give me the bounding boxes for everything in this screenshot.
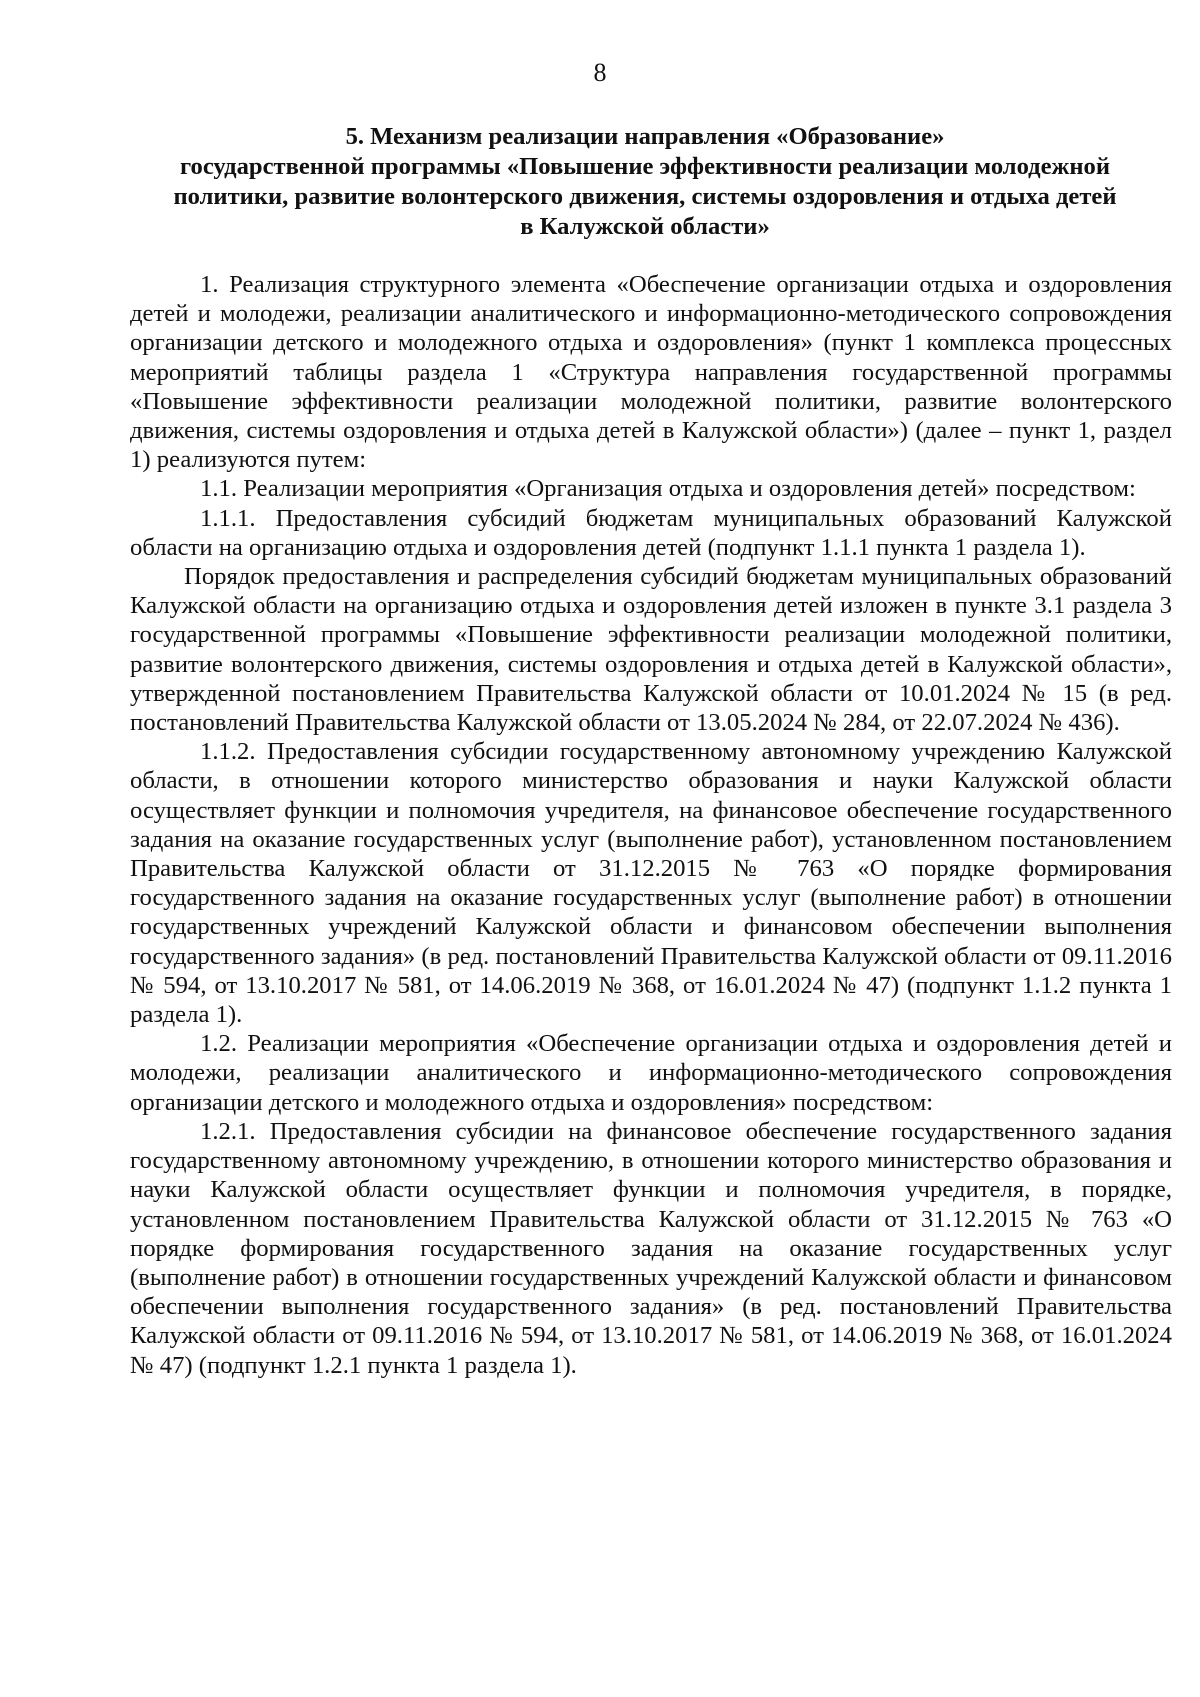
heading-line-2: государственной программы «Повышение эффективности реализации молодежной xyxy=(179,153,1111,180)
paragraph-order: Порядок предоставления и распределения субсидий бюджетам муниципальных образований Калужской области на организацию отдыха и оздоровления детей изложен в пункте 3.1 раздела 3 государственной программы «Повышение эффективности реализации молодежной политики, развитие волонтерского движения, системы оздоровления и отдыха детей в Калужской области», утвержденной постановлением Правительства Калужской области от 10.01.2024 № 15 (в ред. постановлений Правительства Калужской области от 13.05.2024 № 284, от 22.07.2024 № 436). xyxy=(130,563,1172,737)
heading-line-4: в Калужской области» xyxy=(520,213,770,240)
paragraph-1-1-2: 1.1.2. Предоставления субсидии государственному автономному учреждению Калужской области, в отношении которого министерство образования и науки Калужской области осуществляет функции и полномочия учредителя, на финансовое обеспечение государственного задания на оказание государственных услуг (выполнение работ), установленном постановлением Правительства Калужской области от 31.12.2015 № 763 «О порядке формирования государственного задания на оказание государственных услуг (выполнение работ) в отношении государственных учреждений Калужской области и финансовом обеспечении выполнения государственного задания» (в ред. постановлений Правительства Калужской области от 09.11.2016 № 594, от 13.10.2017 № 581, от 14.06.2019 № 368, от 16.01.2024 № 47) (подпункт 1.1.2 пункта 1 раздела 1). xyxy=(130,738,1172,1029)
body-text xyxy=(130,270,1172,1380)
paragraph-1-2-1: 1.2.1. Предоставления субсидии на финансовое обеспечение государственного задания государственному автономному учреждению, в отношении которого министерство образования и науки Калужской области осуществляет функции и полномочия учредителя, в порядке, установленном постановлением Правительства Калужской области от 31.12.2015 № 763 «О порядке формирования государственного задания на оказание государственных услуг (выполнение работ) в отношении государственных учреждений Калужской области и финансовом обеспечении выполнения государственного задания» (в ред. постановлений Правительства Калужской области от 09.11.2016 № 594, от 13.10.2017 № 581, от 14.06.2019 № 368, от 16.01.2024 № 47) (подпункт 1.2.1 пункта 1 раздела 1). xyxy=(130,1117,1172,1379)
paragraph-1-1: 1.1. Реализации мероприятия «Организация отдыха и оздоровления детей» посредством: xyxy=(200,475,1136,503)
page-number: 8 xyxy=(593,58,607,87)
paragraph-1-1-1: 1.1.1. Предоставления субсидий бюджетам муниципальных образований Калужской области на организацию отдыха и оздоровления детей (подпункт 1.1.1 пункта 1 раздела 1). xyxy=(130,504,1172,561)
section-heading xyxy=(130,122,1160,242)
paragraph-1-2: 1.2. Реализации мероприятия «Обеспечение организации отдыха и оздоровления детей и молодежи, реализации аналитического и информационно-методического сопровождения организации детского и молодежного отдыха и оздоровления» посредством: xyxy=(130,1030,1172,1116)
paragraph-1: 1. Реализация структурного элемента «Обеспечение организации отдыха и оздоровления детей и молодежи, реализации аналитического и информационно-методического сопровождения организации детского и молодежного отдыха и оздоровления» (пункт 1 комплекса процессных мероприятий таблицы раздела 1 «Структура направления государственной программы «Повышение эффективности реализации молодежной политики, развитие волонтерского движения, системы оздоровления и отдыха детей в Калужской области») (далее – пункт 1, раздел 1) реализуются путем: xyxy=(130,271,1172,474)
heading-line-1: 5. Механизм реализации направления «Образование» xyxy=(345,123,945,150)
heading-line-3: политики, развитие волонтерского движения, системы оздоровления и отдыха детей xyxy=(173,183,1117,210)
